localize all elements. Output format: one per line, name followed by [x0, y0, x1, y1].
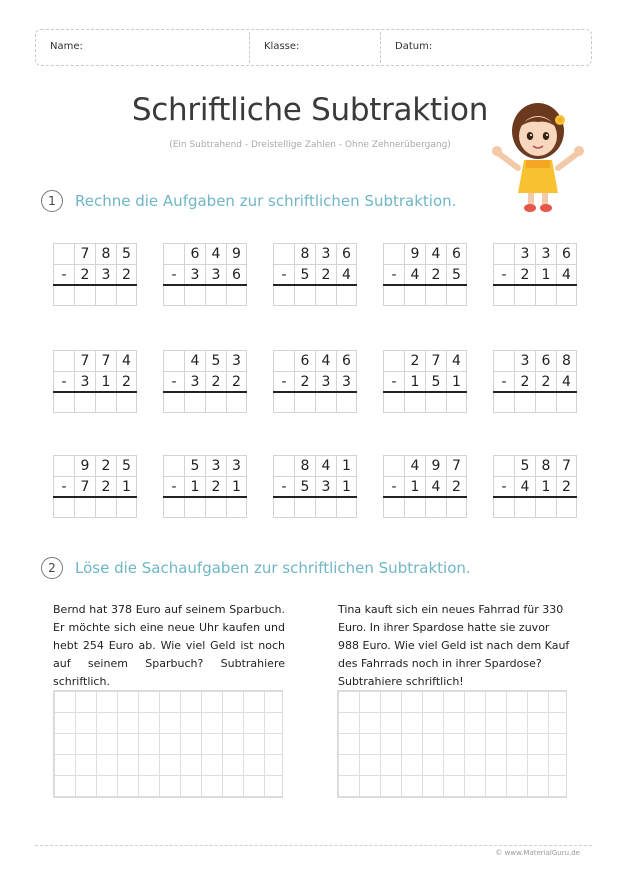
answer-cell[interactable] [425, 497, 446, 518]
class-label: Klasse: [264, 41, 300, 52]
empty-cell [163, 455, 184, 476]
page-subtitle: (Ein Subtrahend - Dreistellige Zahlen - Ohne Zehnerübergang) [169, 140, 451, 150]
minuend-digit: 4 [404, 455, 425, 476]
subtrahend-digit: 1 [226, 476, 247, 497]
result-line [383, 496, 467, 498]
minus-sign: - [273, 371, 294, 392]
subtrahend-digit: 4 [336, 264, 357, 285]
subtrahend-digit: 3 [74, 371, 95, 392]
minuend-digit: 6 [294, 350, 315, 371]
minuend-digit: 4 [425, 243, 446, 264]
minus-sign: - [383, 371, 404, 392]
header-divider [249, 32, 250, 63]
empty-cell [493, 243, 514, 264]
answer-cell[interactable] [294, 392, 315, 413]
result-line [383, 284, 467, 286]
empty-cell [273, 455, 294, 476]
minuend-digit: 7 [425, 350, 446, 371]
subtrahend-digit: 2 [116, 371, 137, 392]
result-line [493, 496, 577, 498]
minus-sign: - [53, 264, 74, 285]
section-2-title: Löse die Sachaufgaben zur schriftlichen Subtraktion. [75, 559, 471, 577]
minus-sign: - [273, 476, 294, 497]
empty-cell [53, 455, 74, 476]
minuend-digit: 6 [336, 350, 357, 371]
answer-cell[interactable] [514, 392, 535, 413]
name-label: Name: [50, 41, 83, 52]
minuend-digit: 9 [425, 455, 446, 476]
answer-cell[interactable] [556, 497, 577, 518]
minuend-digit: 6 [535, 350, 556, 371]
minuend-digit: 8 [294, 243, 315, 264]
answer-cell[interactable] [184, 497, 205, 518]
result-line [273, 496, 357, 498]
result-line [273, 284, 357, 286]
answer-cell[interactable] [95, 497, 116, 518]
answer-cell[interactable] [226, 392, 247, 413]
answer-cell[interactable] [493, 497, 514, 518]
empty-cell [383, 350, 404, 371]
empty-cell [273, 243, 294, 264]
minuend-digit: 4 [184, 350, 205, 371]
answer-grid-1[interactable] [53, 690, 283, 798]
minuend-digit: 5 [205, 350, 226, 371]
empty-cell [273, 350, 294, 371]
subtrahend-digit: 3 [95, 264, 116, 285]
answer-cell[interactable] [116, 285, 137, 306]
footer-divider [35, 845, 592, 846]
subtraction-problem[interactable] [273, 243, 357, 306]
subtrahend-digit: 1 [116, 476, 137, 497]
answer-cell[interactable] [315, 392, 336, 413]
answer-cell[interactable] [294, 285, 315, 306]
answer-cell[interactable] [404, 497, 425, 518]
answer-cell[interactable] [273, 392, 294, 413]
answer-cell[interactable] [205, 497, 226, 518]
answer-cell[interactable] [205, 392, 226, 413]
answer-cell[interactable] [404, 392, 425, 413]
minuend-digit: 6 [336, 243, 357, 264]
subtraction-problem[interactable] [53, 243, 137, 306]
empty-cell [493, 350, 514, 371]
subtrahend-digit: 1 [184, 476, 205, 497]
answer-cell[interactable] [273, 285, 294, 306]
subtrahend-digit: 1 [404, 476, 425, 497]
result-line [493, 391, 577, 393]
answer-cell[interactable] [514, 497, 535, 518]
answer-grid-2[interactable] [337, 690, 567, 798]
minuend-digit: 5 [514, 455, 535, 476]
subtrahend-digit: 2 [514, 371, 535, 392]
subtrahend-digit: 1 [535, 264, 556, 285]
result-line [163, 391, 247, 393]
subtrahend-digit: 2 [425, 264, 446, 285]
result-line [493, 284, 577, 286]
minuend-digit: 8 [95, 243, 116, 264]
answer-cell[interactable] [74, 285, 95, 306]
subtrahend-digit: 3 [315, 371, 336, 392]
subtraction-problem[interactable] [493, 243, 577, 306]
subtrahend-digit: 2 [205, 476, 226, 497]
subtrahend-digit: 1 [446, 371, 467, 392]
result-line [163, 284, 247, 286]
subtrahend-digit: 6 [226, 264, 247, 285]
minuend-digit: 2 [404, 350, 425, 371]
word-problem-2: Tina kauft sich ein neues Fahrrad für 330 Euro. In ihrer Spardose hatte sie zuvor 988 Euro. Wie viel Geld ist nach dem Kauf des Fahrrads noch in ihrer Spardose? Subtrahiere schriftlich! [338, 603, 570, 688]
answer-cell[interactable] [116, 497, 137, 518]
subtraction-problem[interactable] [383, 455, 467, 518]
result-line [53, 391, 137, 393]
answer-cell[interactable] [535, 285, 556, 306]
answer-cell[interactable] [205, 285, 226, 306]
answer-cell[interactable] [425, 392, 446, 413]
minus-sign: - [493, 264, 514, 285]
subtrahend-digit: 4 [425, 476, 446, 497]
subtrahend-digit: 4 [556, 371, 577, 392]
answer-cell[interactable] [535, 392, 556, 413]
answer-cell[interactable] [514, 285, 535, 306]
subtrahend-digit: 4 [514, 476, 535, 497]
answer-cell[interactable] [336, 285, 357, 306]
answer-cell[interactable] [95, 392, 116, 413]
subtrahend-digit: 7 [74, 476, 95, 497]
minus-sign: - [53, 371, 74, 392]
minuend-digit: 1 [336, 455, 357, 476]
subtraction-problem[interactable] [53, 350, 137, 413]
subtrahend-digit: 2 [294, 371, 315, 392]
answer-cell[interactable] [535, 497, 556, 518]
minus-sign: - [383, 264, 404, 285]
subtraction-problem[interactable] [273, 350, 357, 413]
empty-cell [163, 243, 184, 264]
subtrahend-digit: 5 [294, 264, 315, 285]
minuend-digit: 4 [315, 350, 336, 371]
answer-cell[interactable] [53, 392, 74, 413]
subtrahend-digit: 3 [184, 371, 205, 392]
answer-cell[interactable] [74, 497, 95, 518]
answer-cell[interactable] [163, 392, 184, 413]
girl-illustration-icon [488, 98, 588, 214]
answer-cell[interactable] [273, 497, 294, 518]
subtrahend-digit: 1 [95, 371, 116, 392]
minuend-digit: 3 [535, 243, 556, 264]
subtrahend-digit: 2 [74, 264, 95, 285]
answer-cell[interactable] [315, 285, 336, 306]
answer-cell[interactable] [556, 285, 577, 306]
subtraction-problem[interactable] [383, 243, 467, 306]
result-line [53, 284, 137, 286]
minuend-digit: 4 [446, 350, 467, 371]
result-line [163, 496, 247, 498]
minuend-digit: 8 [535, 455, 556, 476]
minuend-digit: 3 [226, 350, 247, 371]
result-line [53, 496, 137, 498]
subtrahend-digit: 4 [556, 264, 577, 285]
answer-cell[interactable] [383, 392, 404, 413]
minus-sign: - [383, 476, 404, 497]
minuend-digit: 4 [116, 350, 137, 371]
subtrahend-digit: 5 [294, 476, 315, 497]
answer-cell[interactable] [383, 497, 404, 518]
result-line [273, 391, 357, 393]
minuend-digit: 8 [556, 350, 577, 371]
answer-cell[interactable] [226, 285, 247, 306]
minuend-digit: 7 [446, 455, 467, 476]
empty-cell [163, 350, 184, 371]
subtrahend-digit: 3 [336, 371, 357, 392]
subtrahend-digit: 5 [425, 371, 446, 392]
subtraction-problem[interactable] [493, 455, 577, 518]
date-label: Datum: [395, 41, 433, 52]
empty-cell [53, 350, 74, 371]
minuend-digit: 3 [514, 350, 535, 371]
answer-cell[interactable] [383, 285, 404, 306]
subtrahend-digit: 2 [535, 371, 556, 392]
answer-cell[interactable] [446, 392, 467, 413]
subtraction-problem[interactable] [163, 455, 247, 518]
minus-sign: - [163, 476, 184, 497]
subtrahend-digit: 3 [315, 476, 336, 497]
subtraction-problem[interactable] [493, 350, 577, 413]
minuend-digit: 3 [514, 243, 535, 264]
minuend-digit: 3 [205, 455, 226, 476]
subtraction-problem[interactable] [53, 455, 137, 518]
minuend-digit: 6 [446, 243, 467, 264]
student-info-header [35, 29, 592, 66]
answer-cell[interactable] [294, 497, 315, 518]
subtrahend-digit: 1 [535, 476, 556, 497]
minuend-digit: 7 [95, 350, 116, 371]
minuend-digit: 4 [205, 243, 226, 264]
answer-cell[interactable] [493, 285, 514, 306]
minuend-digit: 7 [74, 243, 95, 264]
answer-cell[interactable] [74, 392, 95, 413]
answer-cell[interactable] [184, 392, 205, 413]
subtrahend-digit: 4 [404, 264, 425, 285]
answer-cell[interactable] [184, 285, 205, 306]
answer-cell[interactable] [163, 285, 184, 306]
minuend-digit: 9 [74, 455, 95, 476]
answer-cell[interactable] [404, 285, 425, 306]
answer-cell[interactable] [53, 285, 74, 306]
answer-cell[interactable] [336, 392, 357, 413]
footer-copyright: © www.MaterialGuru.de [495, 849, 580, 857]
page-title: Schriftliche Subtraktion [131, 92, 489, 128]
minuend-digit: 3 [226, 455, 247, 476]
header-divider [380, 32, 381, 63]
minuend-digit: 3 [315, 243, 336, 264]
subtrahend-digit: 1 [404, 371, 425, 392]
section-1-number: 1 [41, 190, 63, 212]
subtrahend-digit: 2 [556, 476, 577, 497]
subtrahend-digit: 2 [315, 264, 336, 285]
subtrahend-digit: 1 [336, 476, 357, 497]
answer-cell[interactable] [556, 392, 577, 413]
answer-cell[interactable] [425, 285, 446, 306]
answer-cell[interactable] [446, 285, 467, 306]
minuend-digit: 7 [556, 455, 577, 476]
subtrahend-digit: 5 [446, 264, 467, 285]
answer-cell[interactable] [163, 497, 184, 518]
subtrahend-digit: 2 [514, 264, 535, 285]
empty-cell [383, 455, 404, 476]
subtrahend-digit: 2 [446, 476, 467, 497]
minuend-digit: 4 [315, 455, 336, 476]
minuend-digit: 5 [184, 455, 205, 476]
minuend-digit: 2 [95, 455, 116, 476]
answer-cell[interactable] [336, 497, 357, 518]
subtraction-problem[interactable] [273, 455, 357, 518]
subtrahend-digit: 2 [95, 476, 116, 497]
answer-cell[interactable] [446, 497, 467, 518]
minus-sign: - [493, 476, 514, 497]
answer-cell[interactable] [226, 497, 247, 518]
word-problem-1: Bernd hat 378 Euro auf seinem Sparbuch. Er möchte sich eine neue Uhr kaufen und hebt 254 Euro ab. Wie viel Geld ist noch auf seinem Sparbuch? Subtrahiere schriftlich. [53, 603, 285, 688]
subtrahend-digit: 3 [205, 264, 226, 285]
minuend-digit: 6 [184, 243, 205, 264]
subtraction-problem[interactable] [163, 243, 247, 306]
answer-cell[interactable] [116, 392, 137, 413]
section-2-number: 2 [41, 557, 63, 579]
minus-sign: - [493, 371, 514, 392]
result-line [383, 391, 467, 393]
answer-cell[interactable] [95, 285, 116, 306]
minus-sign: - [163, 371, 184, 392]
minuend-digit: 5 [116, 455, 137, 476]
empty-cell [493, 455, 514, 476]
empty-cell [53, 243, 74, 264]
empty-cell [383, 243, 404, 264]
minuend-digit: 5 [116, 243, 137, 264]
subtrahend-digit: 3 [184, 264, 205, 285]
subtraction-problem[interactable] [163, 350, 247, 413]
subtraction-problem[interactable] [383, 350, 467, 413]
answer-cell[interactable] [493, 392, 514, 413]
minuend-digit: 9 [404, 243, 425, 264]
minus-sign: - [273, 264, 294, 285]
minus-sign: - [163, 264, 184, 285]
subtrahend-digit: 2 [116, 264, 137, 285]
answer-cell[interactable] [315, 497, 336, 518]
minuend-digit: 8 [294, 455, 315, 476]
answer-cell[interactable] [53, 497, 74, 518]
subtrahend-digit: 2 [205, 371, 226, 392]
minuend-digit: 7 [74, 350, 95, 371]
section-1-title: Rechne die Aufgaben zur schriftlichen Subtraktion. [75, 192, 457, 210]
minuend-digit: 6 [556, 243, 577, 264]
subtrahend-digit: 2 [226, 371, 247, 392]
minuend-digit: 9 [226, 243, 247, 264]
minus-sign: - [53, 476, 74, 497]
